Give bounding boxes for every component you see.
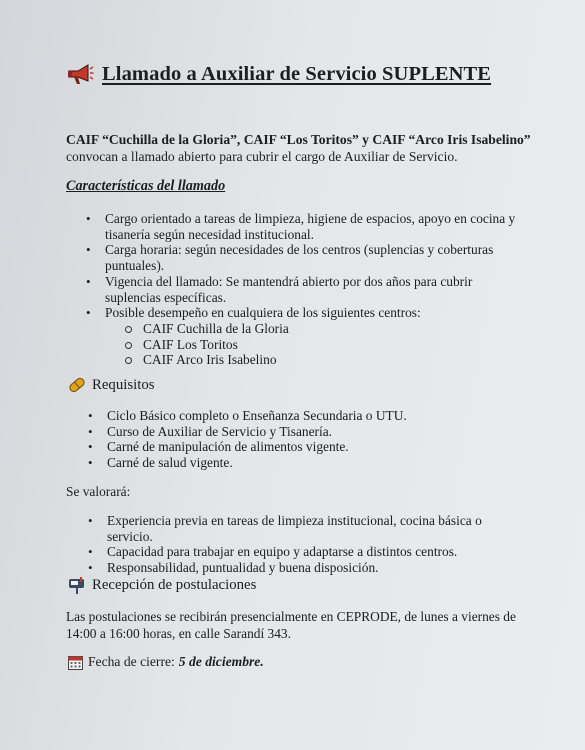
closing-date-value: 5 de diciembre. xyxy=(178,654,264,669)
intro-text: convocan a llamado abierto para cubrir el cargo de Auxiliar de Servicio. xyxy=(66,149,458,164)
requirements-heading xyxy=(68,376,154,394)
applications-text xyxy=(66,608,516,642)
valued-heading: Se valorará: xyxy=(66,484,131,499)
list-item: • Carné de manipulación de alimentos vigente. xyxy=(88,439,349,455)
list-item: • Cargo orientado a tareas de limpieza, higiene de espacios, apoyo en cocina y tisanería según necesidad institucional. xyxy=(86,211,516,242)
list-item: • Carné de salud vigente. xyxy=(88,455,233,471)
center-item: CAIF Los Toritos xyxy=(125,337,525,353)
intro-paragraph xyxy=(66,131,536,165)
list-item: • Posible desempeño en cualquiera de los siguientes centros: CAIF Cuchilla de la Gloria CAIF Los Toritos CAIF Arco Iris Isabelino xyxy=(105,305,525,368)
closing-date xyxy=(68,654,264,670)
mailbox-icon xyxy=(68,576,86,594)
megaphone-icon xyxy=(66,62,94,86)
valued-list xyxy=(88,513,527,576)
characteristics-list xyxy=(86,211,525,368)
applications-line: 14:00 a 16:00 horas, en calle Sarandí 343. xyxy=(66,626,291,641)
applications-heading-text: Recepción de postulaciones xyxy=(92,576,257,593)
closing-label: Fecha de cierre: xyxy=(88,654,175,669)
calendar-icon xyxy=(68,655,83,670)
page-title: Llamado a Auxiliar de Servicio SUPLENTE xyxy=(102,62,492,85)
applications-heading xyxy=(68,576,256,594)
characteristics-heading: Características del llamado xyxy=(66,178,226,194)
title-row xyxy=(66,62,491,86)
requirements-heading-text: Requisitos xyxy=(92,376,155,393)
list-item: • Vigencia del llamado: Se mantendrá abierto por dos años para cubrir suplencias específicas. xyxy=(86,273,473,305)
list-item: • Curso de Auxiliar de Servicio y Tisanería. xyxy=(88,423,333,439)
requirements-list xyxy=(88,408,507,471)
list-item: • Capacidad para trabajar en equipo y adaptarse a distintos centros. xyxy=(88,544,458,560)
list-item: • Experiencia previa en tareas de limpieza institucional, cocina básica o servicio. xyxy=(88,513,482,544)
applications-line: Las postulaciones se recibirán presencialmente en CEPRODE, de lunes a viernes de xyxy=(66,609,516,624)
center-item: CAIF Arco Iris Isabelino xyxy=(125,352,525,368)
center-item: CAIF Cuchilla de la Gloria xyxy=(125,321,525,337)
centers-sublist xyxy=(125,321,525,368)
list-item: • Carga horaria: según necesidades de los centros (suplencias y coberturas puntuales). xyxy=(86,242,494,274)
list-item: • Responsabilidad, puntualidad y buena disposición. xyxy=(88,560,379,576)
pill-icon xyxy=(68,376,86,394)
list-item: • Ciclo Básico completo o Enseñanza Secundaria o UTU. xyxy=(88,408,407,423)
intro-centers: CAIF “Cuchilla de la Gloria”, CAIF “Los Toritos” y CAIF “Arco Iris Isabelino” xyxy=(66,132,531,147)
